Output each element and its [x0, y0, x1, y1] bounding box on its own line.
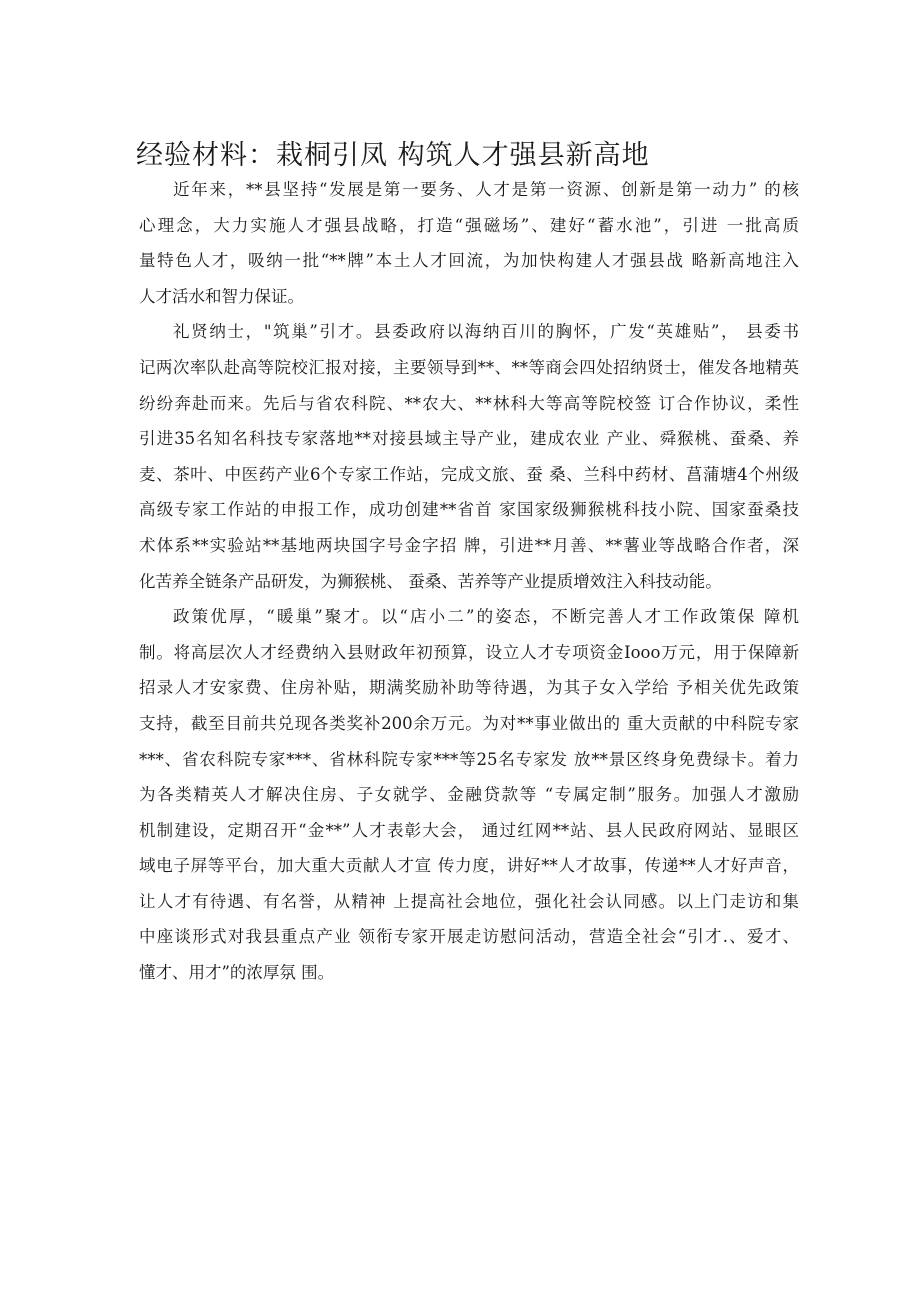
body-text-line: 政策优厚，“暖巢”聚才。以“店小二”的姿态，不断完善人才工作政策保 障机 — [173, 607, 799, 627]
body-text-line: 机制建设，定期召开“金**”人才表彰大会， 通过红网**站、县人民政府网站、显眼区 — [139, 820, 799, 840]
body-text-line: 礼贤纳士，"筑巢”引才。县委政府以海纳百川的胸怀，广发“英雄贴”， 县委书 — [173, 322, 799, 342]
body-text-line: 纷纷奔赴而来。先后与省农科院、**农大、**林科大等高等院校签 订合作协议，柔性 — [139, 393, 799, 413]
body-text-line: 量特色人才，吸纳一批“**牌”本土人才回流，为加快构建人才强县战 略新高地注入 — [139, 251, 799, 271]
body-text-line: 心理念，大力实施人才强县战略，打造“强磁场”、建好“蓄水池”，引进 一批高质 — [139, 215, 799, 235]
body-text-line: 化苦养全链条产品研发，为狮猴桃、 蚕桑、苦养等产业提质增效注入科技动能。 — [139, 571, 722, 591]
document-title: 经验材料：栽桐引凤 构筑人才强县新高地 — [136, 140, 650, 171]
body-text-line: 支持，截至目前共兑现各类奖补200余万元。为对**事业做出的 重大贡献的中科院专家 — [139, 713, 799, 733]
body-text-line: ***、省农科院专家***、省林科院专家***等25名专家发 放**景区终身免费绿卡。着力 — [139, 749, 799, 769]
body-text-line: 术体系**实验站**基地两块国字号金字招 牌，引进**月善、**薯业等战略合作者，深 — [139, 535, 799, 555]
body-text-line: 懂才、用才”的浓厚氛 围。 — [139, 963, 335, 983]
body-text-line: 高级专家工作站的申报工作，成功创建**省首 家国家级狮猴桃科技小院、国家蚕桑技 — [139, 500, 799, 520]
body-text-line: 让人才有待遇、有名誉，从精神 上提高社会地位，强化社会认同感。以上门走访和集 — [139, 891, 799, 911]
body-text-line: 中座谈形式对我县重点产业 领衔专家开展走访慰问活动，营造全社会“引才.、爱才、 — [139, 927, 799, 947]
body-text-line: 域电子屏等平台，加大重大贡献人才宣 传力度，讲好**人才故事，传递**人才好声音， — [139, 856, 799, 876]
body-text-line: 麦、茶叶、中医药产业6个专家工作站，完成文旅、蚕 桑、兰科中药材、菖蒲塘4个州级 — [139, 464, 799, 484]
document-body — [139, 172, 799, 991]
body-text-line: 招录人才安家费、住房补贴，期满奖励补助等待遇，为其子女入学给 予相关优先政策 — [139, 678, 799, 698]
body-text-line: 人才活水和智力保证。 — [139, 286, 304, 306]
body-text-line: 记两次率队赴高等院校汇报对接，主要领导到**、**等商会四处招纳贤士，催发各地精英 — [139, 357, 799, 377]
body-text-line: 为各类精英人才解决住房、子女就学、金融贷款等 “专属定制”服务。加强人才激励 — [139, 785, 799, 805]
body-text-line: 制。将高层次人才经费纳入县财政年初预算，设立人才专项资金Iooo万元，用于保障新 — [139, 642, 799, 662]
body-text-line: 引进35名知名科技专家落地**对接县域主导产业，建成农业 产业、舜猴桃、蚕桑、养 — [139, 429, 799, 449]
body-text-line: 近年来，**县坚持“发展是第一要务、人才是第一资源、创新是第一动力” 的核 — [173, 180, 799, 199]
